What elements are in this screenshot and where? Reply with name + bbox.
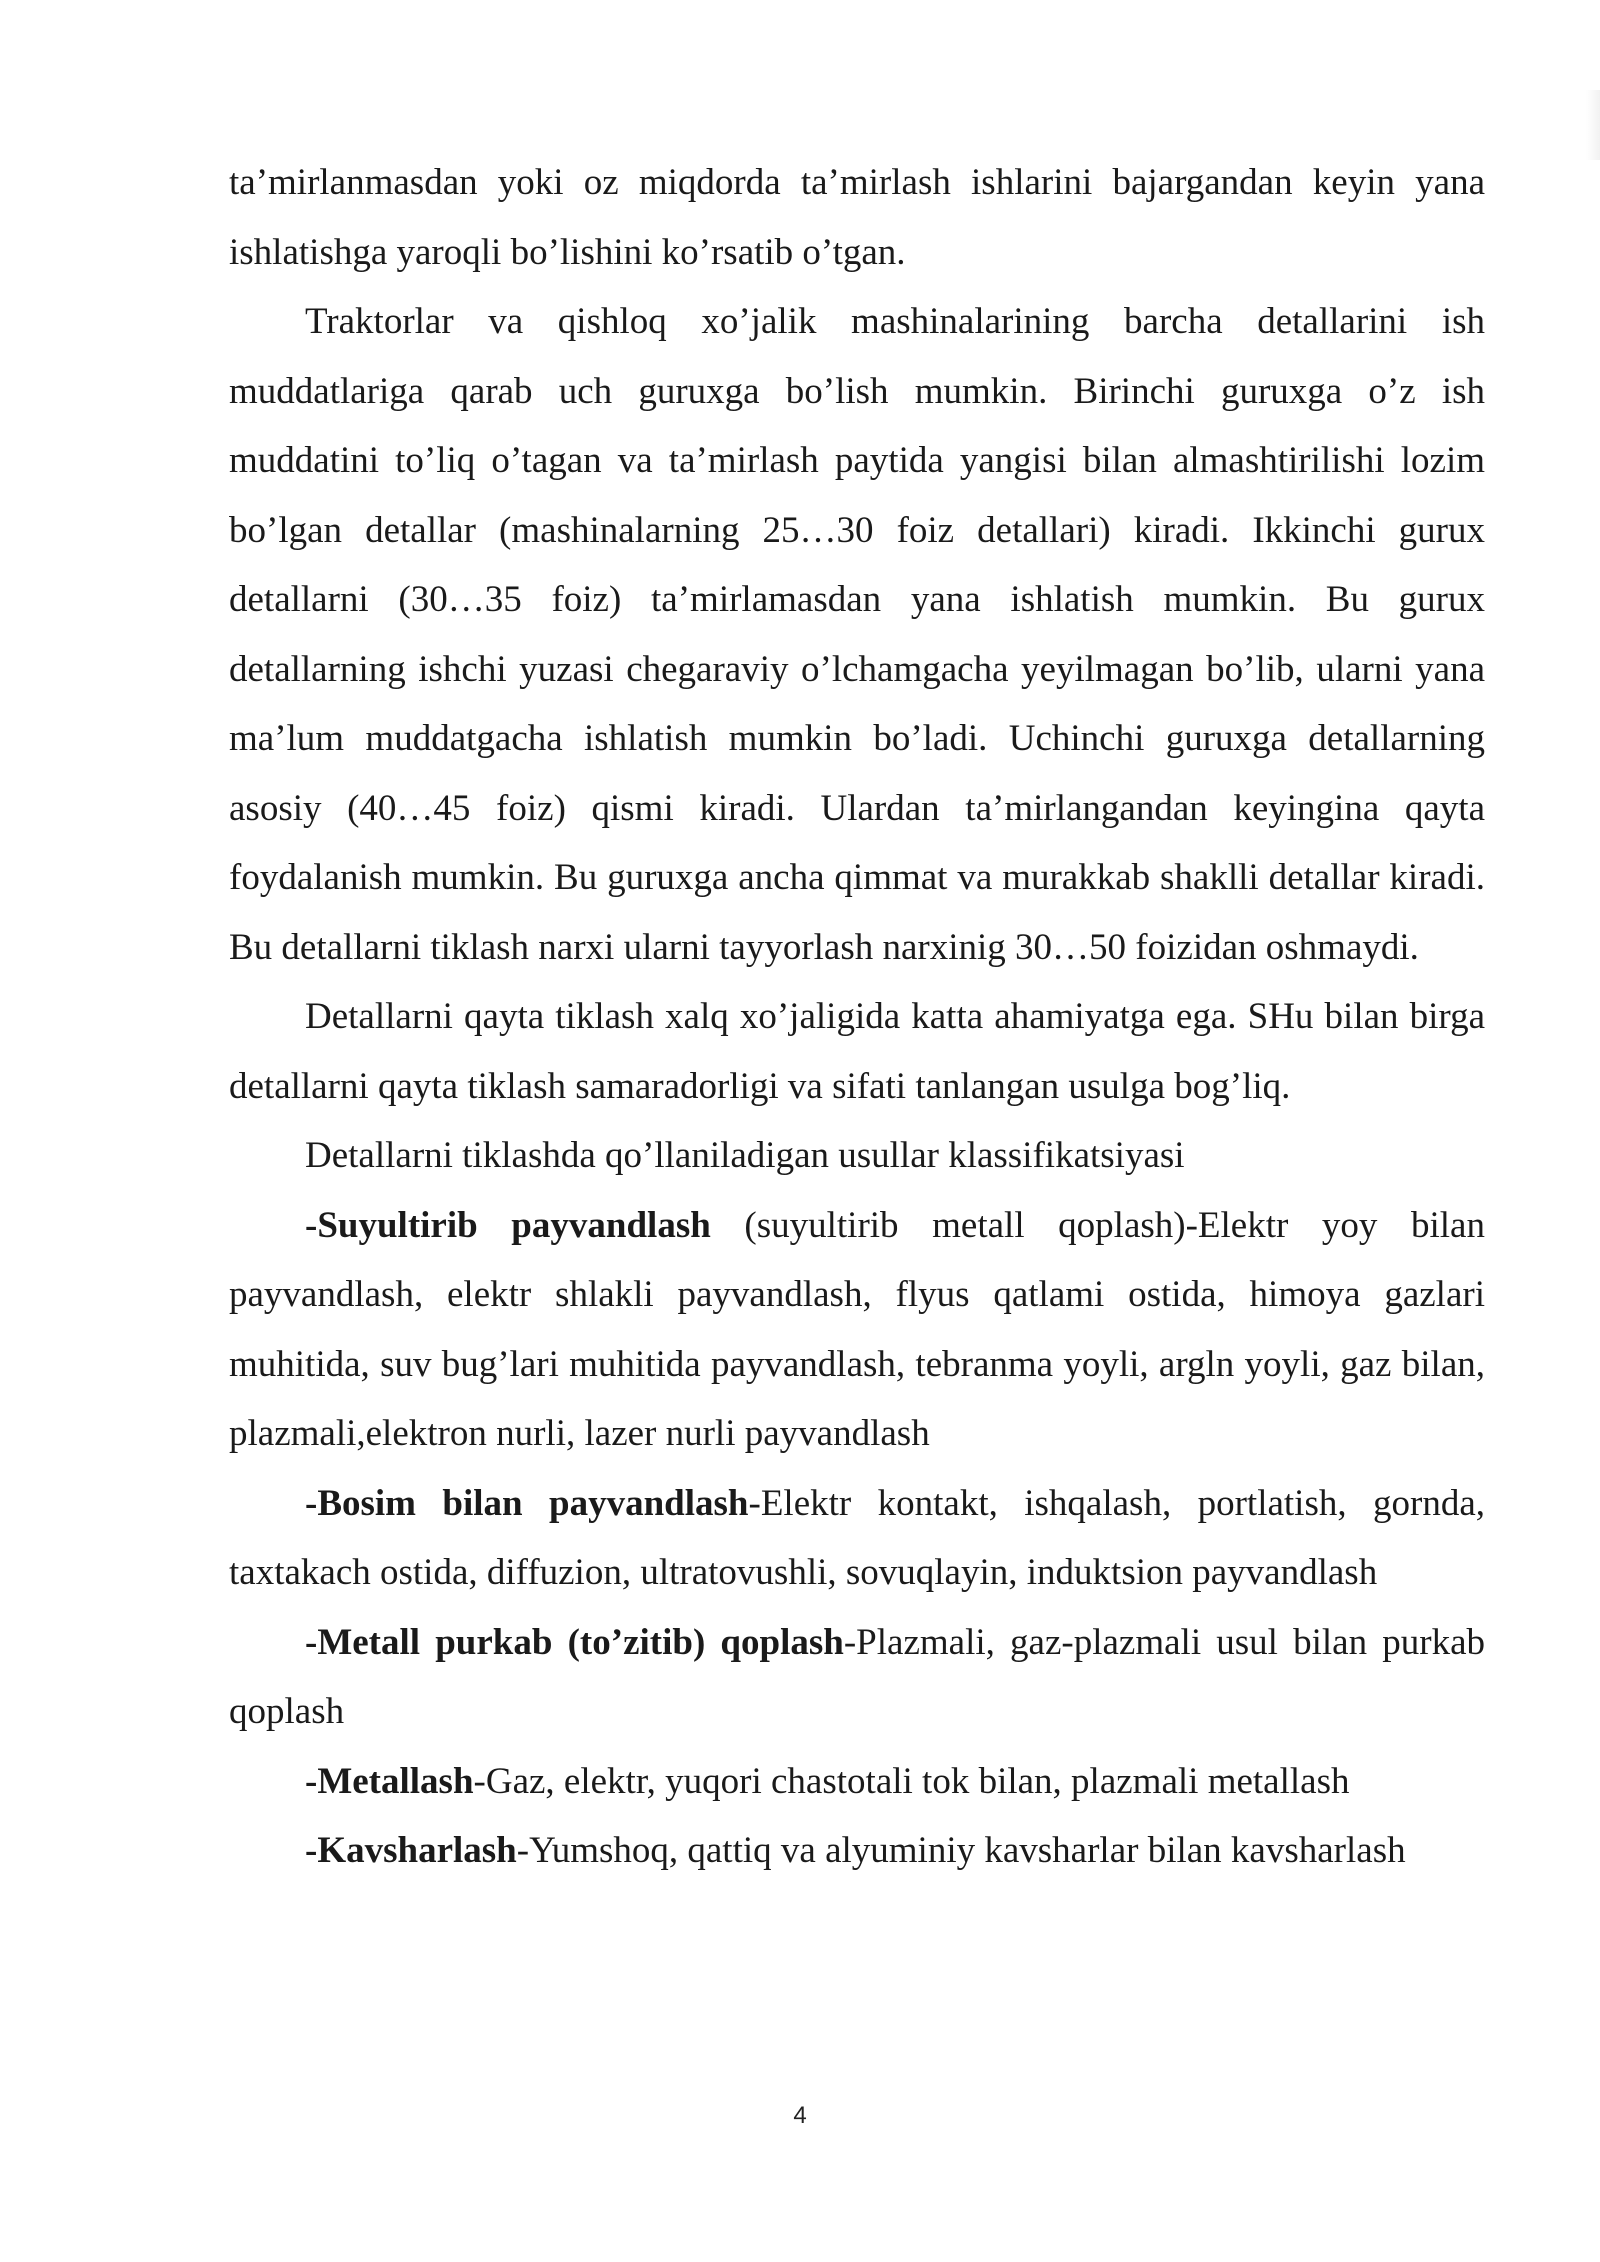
method-term: -Kavsharlash	[305, 1830, 517, 1871]
page-number: 4	[793, 2102, 807, 2129]
method-item-pressure-welding	[229, 1469, 1485, 1608]
page-edge-shadow	[1586, 90, 1600, 160]
method-description: (suyultirib metall qoplash)-Elektr yoy bilan payvandlash, elektr shlakli payvandlash, flyus qatlami ostida, himoya gazlari muhitida, suv bug’lari muhitida payvandlash, tebranma yoyli, argln yoyli, gaz bilan, plazmali,elektron nurli, lazer nurli payvandlash	[229, 1204, 1485, 1454]
method-item-fusion-welding	[229, 1191, 1485, 1469]
method-term: -Metallash	[305, 1760, 474, 1802]
method-term: -Metall purkab (to’zitib) qoplash	[305, 1621, 844, 1663]
document-page	[229, 148, 1485, 1886]
method-term: -Suyultirib payvandlash	[305, 1204, 711, 1246]
paragraph-detail-groups: Traktorlar va qishloq xo’jalik mashinalarining barcha detallarini ish muddatlariga qarab uch guruxga bo’lish mumkin. Birinchi guruxga o’z ish muddatini to’liq o’tagan va ta’mirlash paytida yangisi bilan almashtirilishi lozim bo’lgan detallar (mashinalarning 25…30 foiz detallari) kiradi. Ikkinchi gurux detallarni (30…35 foiz) ta’mirlamasdan yana ishlatish mumkin. Bu gurux detallarning ishchi yuzasi chegaraviy o’lchamgacha yeyilmagan bo’lib, ularni yana ma’lum muddatgacha ishlatish mumkin bo’ladi. Uchinchi guruxga detallarning asosiy (40…45 foiz) qismi kiradi. Ulardan ta’mirlangandan keyingina qayta foydalanish mumkin. Bu guruxga ancha qimmat va murakkab shaklli detallar kiradi. Bu detallarni tiklash narxi ularni tayyorlash narxinig 30…50 foizidan oshmaydi.	[229, 301, 1485, 968]
method-description: -Plazmali, gaz-plazmali usul bilan purkab qoplash	[229, 1621, 1486, 1732]
paragraph-continuation: ta’mirlanmasdan yoki oz miqdorda ta’mirlash ishlarini bajargandan keyin yana ishlatishga yaroqli bo’lishini ko’rsatib o’tgan.	[229, 162, 1485, 273]
method-description: -Gaz, elektr, yuqori chastotali tok bilan, plazmali metallash	[473, 1760, 1350, 1802]
paragraph-classification-heading: Detallarni tiklashda qo’llaniladigan usullar klassifikatsiyasi	[305, 1135, 1185, 1176]
paragraph-restoration-importance: Detallarni qayta tiklash xalq xo’jaligida katta ahamiyatga ega. SHu bilan birga detallarni qayta tiklash samaradorligi va sifati tanlangan usulga bog’liq.	[229, 996, 1485, 1107]
method-term: -Bosim bilan payvandlash	[305, 1482, 749, 1524]
method-item-metallization	[229, 1747, 1485, 1817]
method-description: -Yumshoq, qattiq va alyuminiy kavsharlar bilan kavsharlash	[516, 1830, 1406, 1871]
method-item-spray-coating	[229, 1608, 1485, 1747]
method-item-soldering	[229, 1816, 1485, 1886]
method-description: -Elektr kontakt, ishqalash, portlatish, gornda, taxtakach ostida, diffuzion, ultratovushli, sovuqlayin, induktsion payvandlash	[229, 1482, 1485, 1593]
